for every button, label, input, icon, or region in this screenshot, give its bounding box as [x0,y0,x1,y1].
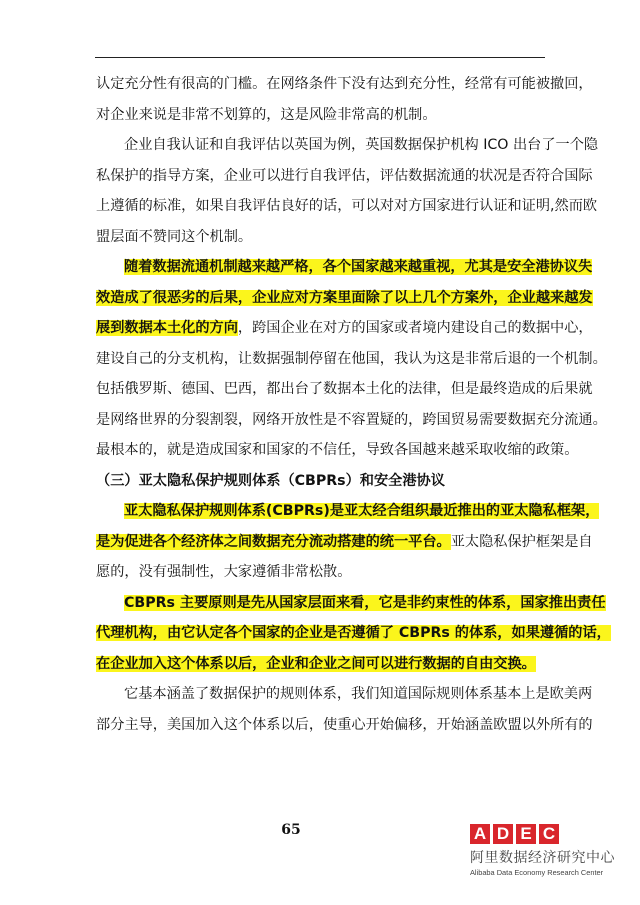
text-line [96,440,579,460]
text-line [96,379,593,399]
text-segment: 认定充分性有很高的门槛。在网络条件下没有达到充分性，经常有可能被撤回， [96,76,593,92]
text-line [96,349,607,369]
text-segment: 是网络世界的分裂割裂，网络开放性是不容置疑的，跨国贸易需要数据充分流通。 [96,411,607,428]
document-body [96,74,611,745]
text-line [96,501,600,521]
highlighted-text: 在企业加入这个体系以后，企业和企业之间可以进行数据的自由交换。 [96,655,536,672]
text-line [96,684,593,704]
text-line [96,715,593,735]
section-heading [96,471,548,491]
text-segment: 盟层面不赞同这个机制。 [96,228,253,245]
logo-letter-d: D [493,824,513,844]
text-segment: 亚太隐私保护框架是自 [450,533,593,550]
text-segment: 它基本涵盖了数据保护的规则体系，我们知道国际规则体系基本上是欧美两 [124,686,593,702]
text-line [96,135,599,155]
logo-letter-c: C [539,824,559,844]
highlighted-text: 随着数据流通机制越来越严格，各个国家越来越重视，尤其是安全港协议失 [124,259,593,275]
text-line [96,166,593,186]
text-segment: 愿的，没有强制性，大家遵循非常松散。 [96,564,352,580]
text-line [96,288,593,308]
highlighted-text: 是为促进各个经济体之间数据充分流动搭建的统一平台。 [96,533,451,550]
text-line [96,196,598,216]
text-line [96,318,593,338]
text-line [96,227,548,247]
page-number: 65 [281,822,301,838]
header-rule [95,57,545,58]
logo-english-name: Alibaba Data Economy Research Center [470,868,604,877]
logo-chinese-name: 阿里数据经济研究中心 [470,850,615,866]
text-line [96,105,548,125]
text-segment: 部分主导，美国加入这个体系以后，使重心开始偏移，开始涵盖欧盟以外所有的 [96,716,593,733]
text-segment: 对企业来说是非常不划算的，这是风险非常高的机制。 [96,106,437,123]
text-segment: （三）亚太隐私保护规则体系（CBPRs）和安全港协议 [96,472,445,489]
text-line [96,532,593,552]
text-segment: 建设自己的分支机构，让数据强制停留在他国，我认为这是非常后退的一个机制。 [96,350,607,367]
highlighted-text: CBPRs 主要原则是先从国家层面来看，它是非约束性的体系，国家推出责任 [124,594,606,611]
text-segment: 上遵循的标准，如果自我评估良好的话，可以对对方国家进行认证和证明,然而欧 [96,198,598,214]
text-line [96,593,606,613]
text-line [96,623,611,643]
highlighted-text: 效造成了很恶劣的后果，企业应对方案里面除了以上几个方案外，企业越来越发 [96,289,593,306]
highlighted-text: 亚太隐私保护规则体系(CBPRs)是亚太经合组织最近推出的亚太隐私框架， [124,503,600,519]
logo-letter-e: E [516,824,536,844]
text-line [96,654,548,674]
text-line [96,562,548,582]
text-line [96,257,593,277]
logo-letter-a: A [470,824,490,844]
adec-logo [470,824,630,884]
text-segment: 私保护的指导方案，企业可以进行自我评估，评估数据流通的状况是否符合国际 [96,167,593,184]
highlighted-text: 代理机构，由它认定各个国家的企业是否遵循了 CBPRs 的体系，如果遵循的话， [96,625,611,641]
highlighted-text: 展到数据本土化的方向 [96,320,238,336]
text-line [96,410,607,430]
logo-letter-boxes [470,824,630,844]
text-segment: 企业自我认证和自我评估以英国为例，英国数据保护机构 ICO 出台了一个隐 [124,137,599,153]
text-line [96,74,593,94]
text-segment: 最根本的，就是造成国家和国家的不信任，导致各国越来越采取收缩的政策。 [96,442,579,458]
text-segment: ，跨国企业在对方的国家或者境内建设自己的数据中心， [237,320,593,336]
text-segment: 包括俄罗斯、德国、巴西，都出台了数据本土化的法律，但是最终造成的后果就 [96,381,593,397]
